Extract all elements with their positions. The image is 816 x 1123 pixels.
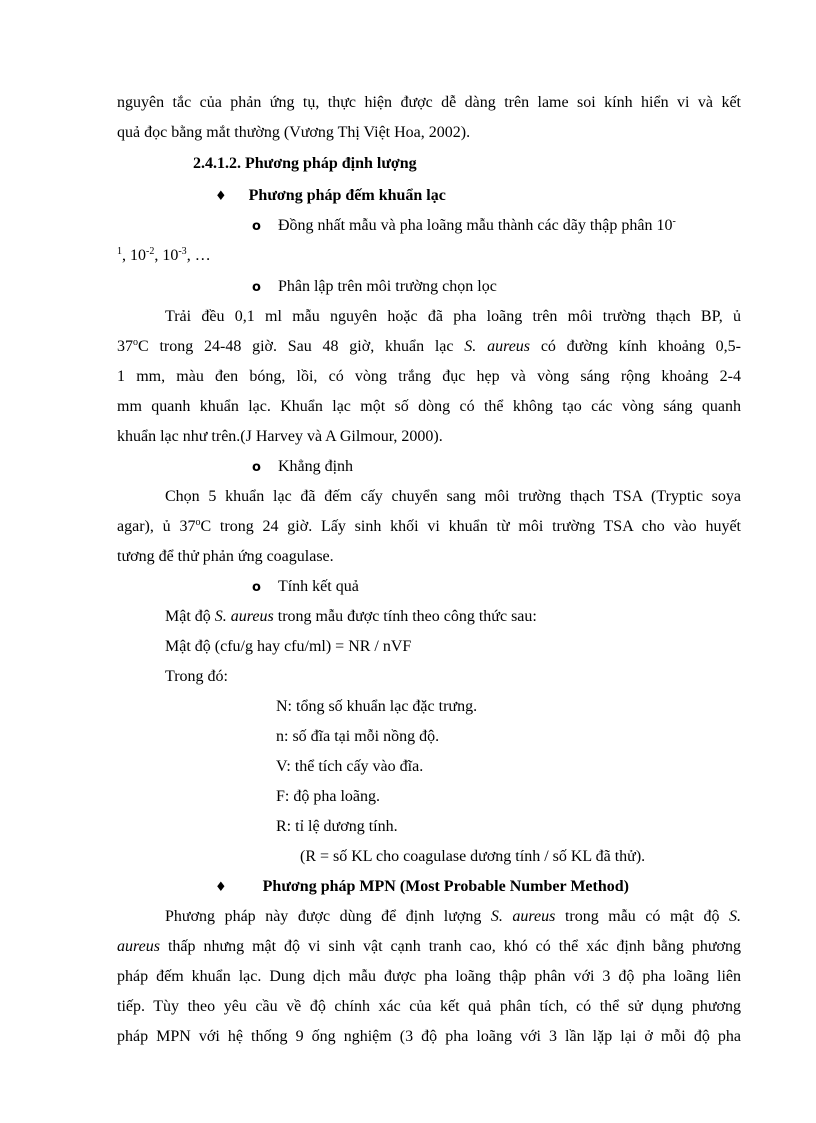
circle-bullet-icon: o [252,580,261,595]
species-name: aureus [117,938,160,955]
paragraph-line: pháp MPN với hệ thống 9 ống nghiệm (3 độ pha loãng với 3 lần lặp lại ở mỗi độ pha [117,1028,741,1045]
text: có đường kính khoảng 0,5- [540,338,741,355]
superscript: o [195,517,201,528]
list-item-text: Đồng nhất mẫu và pha loãng mẫu thành các dãy thập phân 10 [277,217,673,234]
paragraph-line [165,605,537,629]
diamond-bullet-icon: ♦ [215,189,227,204]
paragraph-line: Chọn 5 khuẩn lạc đã đếm cấy chuyển sang môi trường thạch TSA (Tryptic soya [165,488,741,505]
species-name: S. aureus [490,908,556,925]
list-item-text: Khẳng định [277,458,354,475]
paragraph-line: tương để thử phản ứng coagulase. [117,548,334,565]
paragraph-line: quả đọc bằng mắt thường (Vương Thị Việt Hoa, 2002). [117,124,471,141]
definition-item: N: tổng số khuẩn lạc đặc trưng. [276,698,478,715]
superscript: o [133,337,138,348]
section-heading: 2.4.1.2. Phương pháp định lượng [193,155,417,172]
list-item-text: Phân lập trên môi trường chọn lọc [277,278,497,295]
text: , 10 [122,247,146,264]
superscript: 1 [117,246,122,257]
list-item [252,455,353,479]
paragraph-line: khuẩn lạc như trên.(J Harvey và A Gilmour, 2000). [117,428,443,445]
text: trong mẫu được tính theo công thức sau: [277,608,537,625]
text: thấp nhưng mật độ vi sinh vật cạnh tranh cao, khó có thể xác định bằng phương [167,938,741,955]
diamond-bullet-icon: ♦ [215,880,227,895]
paragraph-line: Trải đều 0,1 ml mẫu nguyên hoặc đã pha loãng trên môi trường thạch BP, ủ [165,308,741,325]
paragraph-line: tiếp. Tùy theo yêu cầu về độ chính xác của kết quả phân tích, có thể sử dụng phương [117,998,741,1015]
text: agar), ủ 37 [117,518,196,535]
method2-title: Phương pháp MPN (Most Probable Number Method) [262,878,629,895]
paragraph-line [165,905,741,929]
circle-bullet-icon: o [252,219,261,234]
method-heading-row [215,184,446,208]
superscript: -2 [146,246,155,257]
species-name: S. [729,908,741,925]
text: 37 [117,338,133,355]
text: C trong 24-48 giờ. Sau 48 giờ, khuẩn lạc [138,338,454,355]
paragraph-line [117,935,741,959]
text: , 10 [154,247,179,264]
text: C trong 24 giờ. Lấy sinh khối vi khuẩn từ môi trường TSA cho vào huyết [200,518,741,535]
text: Phương pháp này được dùng để định lượng [165,908,482,925]
definition-item: F: độ pha loãng. [276,788,380,805]
paragraph-line [117,515,741,539]
definition-formula: (R = số KL cho coagulase dương tính / số KL đã thử). [300,848,646,865]
text: Mật độ [165,608,211,625]
species-name: S. aureus [214,608,274,625]
list-item [252,275,497,299]
formula: Mật độ (cfu/g hay cfu/ml) = NR / nVF [165,638,412,655]
species-name: S. aureus [464,338,531,355]
list-item [252,575,359,599]
text: trong mẫu có mật độ [564,908,720,925]
text: , … [186,247,211,264]
paragraph-line: pháp đếm khuẩn lạc. Dung dịch mẫu được pha loãng thập phân với 3 độ pha loãng liên [117,968,741,985]
list-item-continuation [117,244,211,268]
paragraph-line [117,335,741,359]
definition-item: R: tỉ lệ dương tính. [276,818,398,835]
superscript: -3 [178,246,187,257]
list-item [252,214,676,238]
method1-title: Phương pháp đếm khuẩn lạc [248,187,446,204]
paragraph-line: mm quanh khuẩn lạc. Khuẩn lạc một số dòng có thể không tạo các vòng sáng quanh [117,398,741,415]
paragraph-line: Trong đó: [165,668,228,685]
definition-item: n: số đĩa tại mỗi nồng độ. [276,728,440,745]
circle-bullet-icon: o [252,280,261,295]
method-heading-row [215,875,629,899]
paragraph-line: 1 mm, màu đen bóng, lồi, có vòng trắng đục hẹp và vòng sáng rộng khoảng 2-4 [117,368,741,385]
circle-bullet-icon: o [252,460,261,475]
definition-item: V: thể tích cấy vào đĩa. [276,758,424,775]
list-item-text: Tính kết quả [277,578,359,595]
paragraph-line: nguyên tắc của phản ứng tụ, thực hiện được dễ dàng trên lame soi kính hiển vi và kết [117,94,741,111]
superscript: - [672,216,676,227]
